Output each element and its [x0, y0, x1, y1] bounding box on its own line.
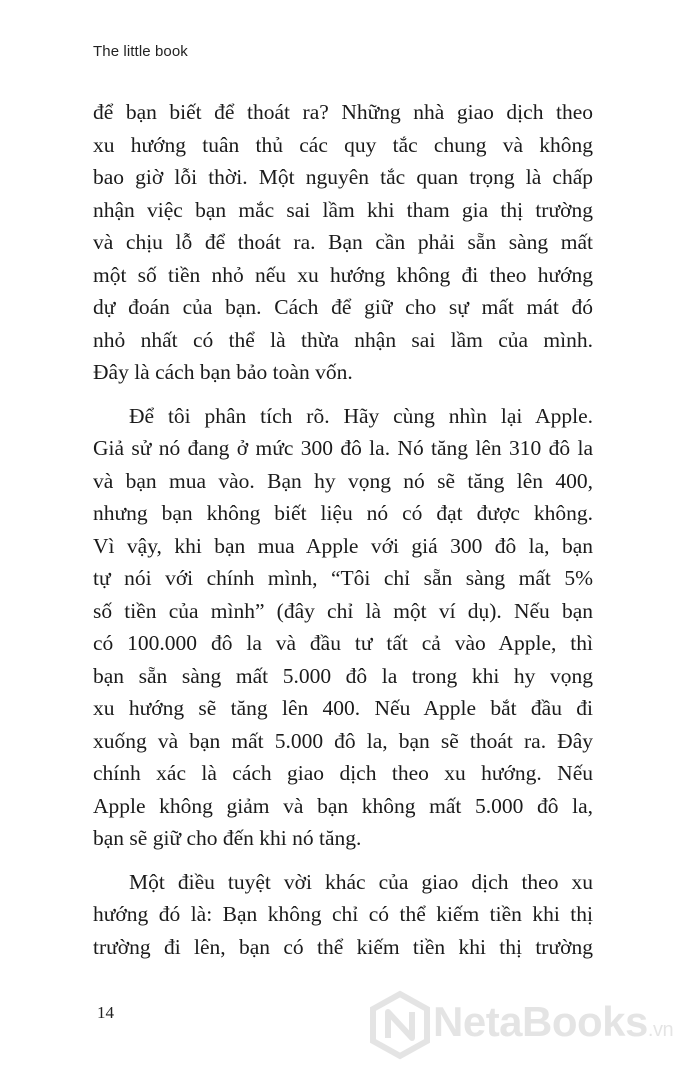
watermark-suffix: .vn: [647, 1019, 674, 1041]
text-line: bạn sẽ giữ cho đến khi nó tăng.: [93, 826, 362, 850]
text-line: dự đoán của bạn. Cách để giữ cho sự mất mát đó: [93, 295, 593, 319]
text-line: xuống và bạn mất 5.000 đô la, bạn sẽ thoát ra. Đây: [93, 728, 593, 753]
text-line: có 100.000 đô la và đầu tư tất cả vào Apple, thì: [93, 631, 593, 655]
netabooks-logo-icon: [365, 990, 435, 1060]
text-line: một số tiền nhỏ nếu xu hướng không đi theo hướng: [93, 262, 593, 287]
text-line: số tiền của mình” (đây chỉ là một ví dụ). Nếu bạn: [93, 598, 593, 623]
text-line: Để tôi phân tích rõ. Hãy cùng nhìn lại Apple.: [129, 403, 593, 428]
text-line: Giả sử nó đang ở mức 300 đô la. Nó tăng lên 310 đô la: [93, 436, 593, 460]
text-line: để bạn biết để thoát ra? Những nhà giao dịch theo: [93, 100, 593, 124]
text-line: bao giờ lỗi thời. Một nguyên tắc quan trọng là chấp: [93, 165, 593, 189]
text-line: chính xác là cách giao dịch theo xu hướng. Nếu: [93, 761, 593, 785]
paragraph-2: [93, 400, 593, 855]
watermark-brand: NetaBooks: [433, 998, 648, 1045]
text-line: nhỏ nhất có thể là thừa nhận sai lầm của mình.: [93, 327, 593, 352]
text-line: và chịu lỗ để thoát ra. Bạn cần phải sẵn sàng mất: [93, 230, 593, 254]
paragraph-3: [93, 866, 593, 964]
body-text: [93, 96, 593, 963]
text-line: trường đi lên, bạn có thể kiếm tiền khi thị trường: [93, 934, 593, 959]
text-line: xu hướng sẽ tăng lên 400. Nếu Apple bắt đầu đi: [93, 696, 593, 720]
text-line: nhưng bạn không biết liệu nó có đạt được không.: [93, 501, 593, 525]
text-line: Một điều tuyệt vời khác của giao dịch theo xu: [129, 869, 593, 894]
text-line: Đây là cách bạn bảo toàn vốn.: [93, 360, 353, 384]
watermark: [365, 990, 695, 1060]
text-line: bạn sẵn sàng mất 5.000 đô la trong khi hy vọng: [93, 663, 593, 688]
watermark-text: [433, 998, 673, 1046]
page-number: 14: [97, 1003, 114, 1022]
paragraph-1: [93, 96, 593, 389]
text-line: và bạn mua vào. Bạn hy vọng nó sẽ tăng lên 400,: [93, 468, 593, 493]
text-line: Vì vậy, khi bạn mua Apple với giá 300 đô la, bạn: [93, 533, 593, 558]
text-line: Apple không giảm và bạn không mất 5.000 đô la,: [93, 793, 593, 818]
text-line: hướng đó là: Bạn không chỉ có thể kiếm tiền khi thị: [93, 902, 593, 926]
text-line: xu hướng tuân thủ các quy tắc chung và không: [93, 132, 593, 157]
text-line: tự nói với chính mình, “Tôi chỉ sẵn sàng mất 5%: [93, 566, 593, 590]
running-header: The little book: [93, 43, 188, 60]
text-line: nhận việc bạn mắc sai lầm khi tham gia thị trường: [93, 197, 593, 222]
